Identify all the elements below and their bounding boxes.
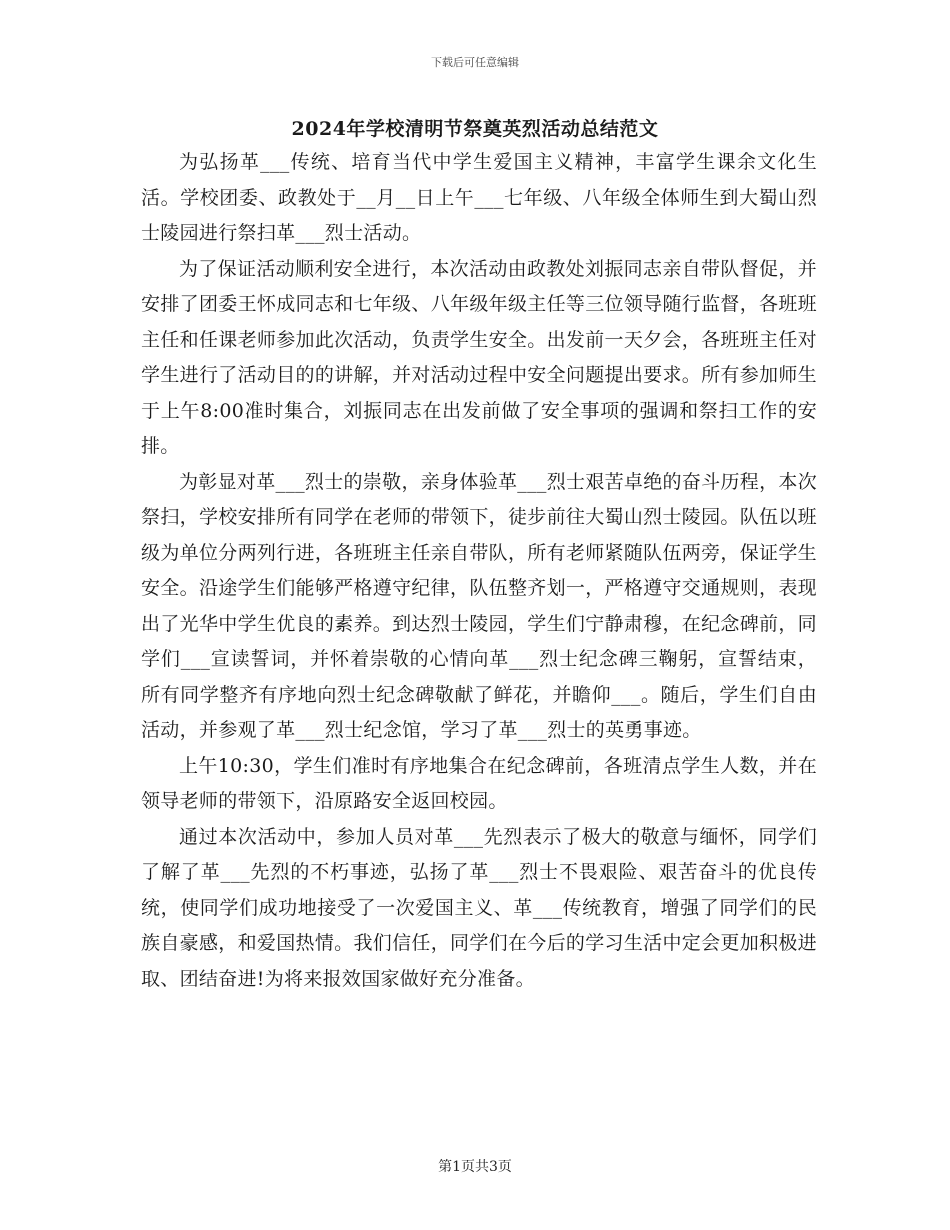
document-body [141, 145, 817, 997]
paragraph-5: 通过本次活动中，参加人员对革___先烈表示了极大的敬意与缅怀，同学们了解了革___先烈的不朽事迹，弘扬了革___烈士不畏艰险、艰苦奋斗的优良传统，使同学们成功地接受了一次爱国主义、革___传统教育，增强了同学们的民族自豪感，和爱国热情。我们信任，同学们在今后的学习生活中定会更加积极进取、团结奋进!为将来报效国家做好充分准备。 [141, 825, 817, 990]
header-note: 下载后可任意编辑 [431, 56, 519, 69]
paragraph-4: 上午10:30，学生们准时有序地集合在纪念碑前，各班清点学生人数，并在领导老师的带领下，沿原路安全返回校园。 [141, 754, 817, 812]
document-title: 2024年学校清明节祭奠英烈活动总结范文 [291, 118, 659, 140]
paragraph-1: 为弘扬革___传统、培育当代中学生爱国主义精神，丰富学生课余文化生活。学校团委、政教处于__月__日上午___七年级、八年级全体师生到大蜀山烈士陵园进行祭扫革___烈士活动。 [141, 151, 817, 244]
paragraph-3: 为彰显对革___烈士的崇敬，亲身体验革___烈士艰苦卓绝的奋斗历程，本次祭扫，学校安排所有同学在老师的带领下，徒步前往大蜀山烈士陵园。队伍以班级为单位分两列行进，各班班主任亲自带队，所有老师紧随队伍两旁，保证学生安全。沿途学生们能够严格遵守纪律，队伍整齐划一，严格遵守交通规则，表现出了光华中学生优良的素养。到达烈士陵园，学生们宁静肃穆，在纪念碑前，同学们___宣读誓词，并怀着崇敬的心情向革___烈士纪念碑三鞠躬，宣誓结束，所有同学整齐有序地向烈士纪念碑敬献了鲜花，并瞻仰___。随后，学生们自由活动，并参观了革___烈士纪念馆，学习了革___烈士的英勇事迹。 [141, 470, 817, 741]
paragraph-2: 为了保证活动顺利安全进行，本次活动由政教处刘振同志亲自带队督促，并安排了团委王怀成同志和七年级、八年级年级主任等三位领导随行监督，各班班主任和任课老师参加此次活动，负责学生安全。出发前一天夕会，各班班主任对学生进行了活动目的的讲解，并对活动过程中安全问题提出要求。所有参加师生于上午8:00准时集合，刘振同志在出发前做了安全事项的强调和祭扫工作的安排。 [141, 257, 817, 457]
page-number: 第1页共3页 [438, 1159, 512, 1175]
